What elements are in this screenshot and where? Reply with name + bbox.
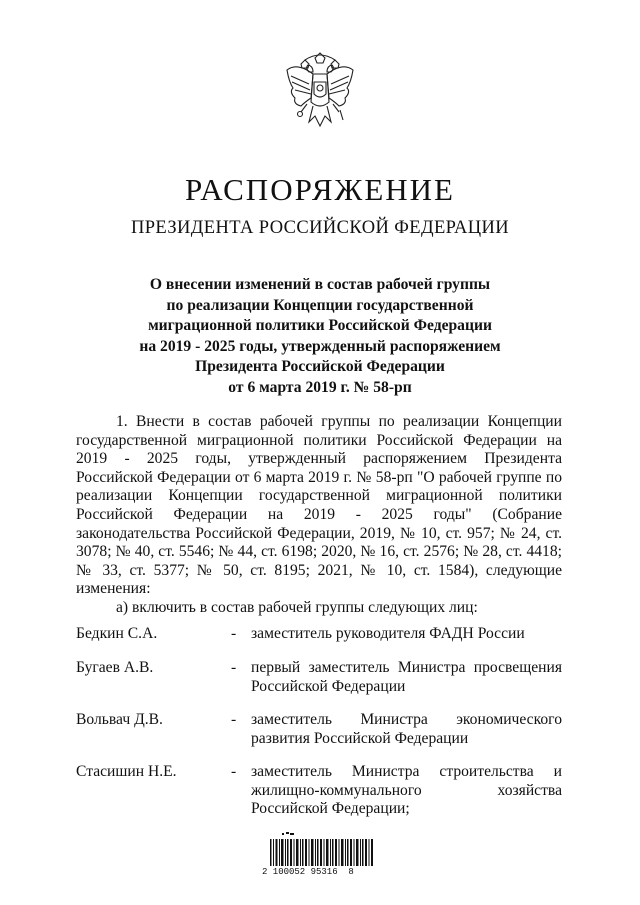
member-dash: -	[231, 763, 237, 780]
member-name: Бедкин С.А.	[76, 625, 158, 642]
document-title: РАСПОРЯЖЕНИЕ	[185, 172, 455, 207]
member-position: заместитель Министра строительства и жилищно-коммунального хозяйства Российской Федерации;	[251, 763, 562, 818]
heading-line: на 2019 - 2025 годы, утвержденный распоряжением	[139, 337, 501, 355]
member-name: Вольвач Д.В.	[76, 711, 163, 728]
subparagraph-a: а) включить в состав рабочей группы следующих лиц:	[116, 598, 478, 616]
barcode-number: 2 100052 95316 8	[262, 867, 354, 877]
heading-line: Президента Российской Федерации	[195, 358, 445, 376]
member-position: заместитель Министра экономического развития Российской Федерации	[251, 711, 562, 747]
member-name: Бугаев А.В.	[76, 659, 154, 676]
member-dash: -	[231, 659, 237, 676]
member-dash: -	[231, 625, 237, 642]
heading-line: по реализации Концепции государственной	[166, 296, 474, 314]
russian-coat-of-arms-icon	[283, 52, 357, 136]
member-position: заместитель руководителя ФАДН России	[251, 625, 525, 642]
document-body	[76, 413, 562, 618]
paragraph-1: 1. Внести в состав рабочей группы по реализации Концепции государственной миграционной политики Российской Федерации на 2019 - 2025 годы, утвержденный распоряжением Президента Российской Федерации от 6 марта 2019 г. № 58-рп "О рабочей группе по реализации Концепции государственной миграционной политики Российской Федерации на 2019 - 2025 годы" (Собрание законодательства Российской Федерации, 2019, № 10, ст. 957; № 24, ст. 3078; № 40, ст. 5546; № 44, ст. 6198; 2020, № 16, ст. 2576; № 28, ст. 4418; № 33, ст. 5377; № 50, ст. 8195; 2021, № 10, ст. 1584), следующие изменения:	[76, 413, 562, 598]
member-position: первый заместитель Министра просвещения Российской Федерации	[251, 659, 562, 695]
heading-line: О внесении изменений в состав рабочей группы	[149, 276, 491, 293]
document-heading	[0, 275, 640, 399]
member-name: Стасишин Н.Е.	[76, 763, 177, 780]
heading-line: миграционной политики Российской Федерации	[148, 317, 492, 335]
document-subtitle: ПРЕЗИДЕНТА РОССИЙСКОЙ ФЕДЕРАЦИИ	[130, 218, 510, 238]
heading-line: от 6 марта 2019 г. № 58-рп	[228, 378, 412, 396]
member-dash: -	[231, 711, 237, 728]
